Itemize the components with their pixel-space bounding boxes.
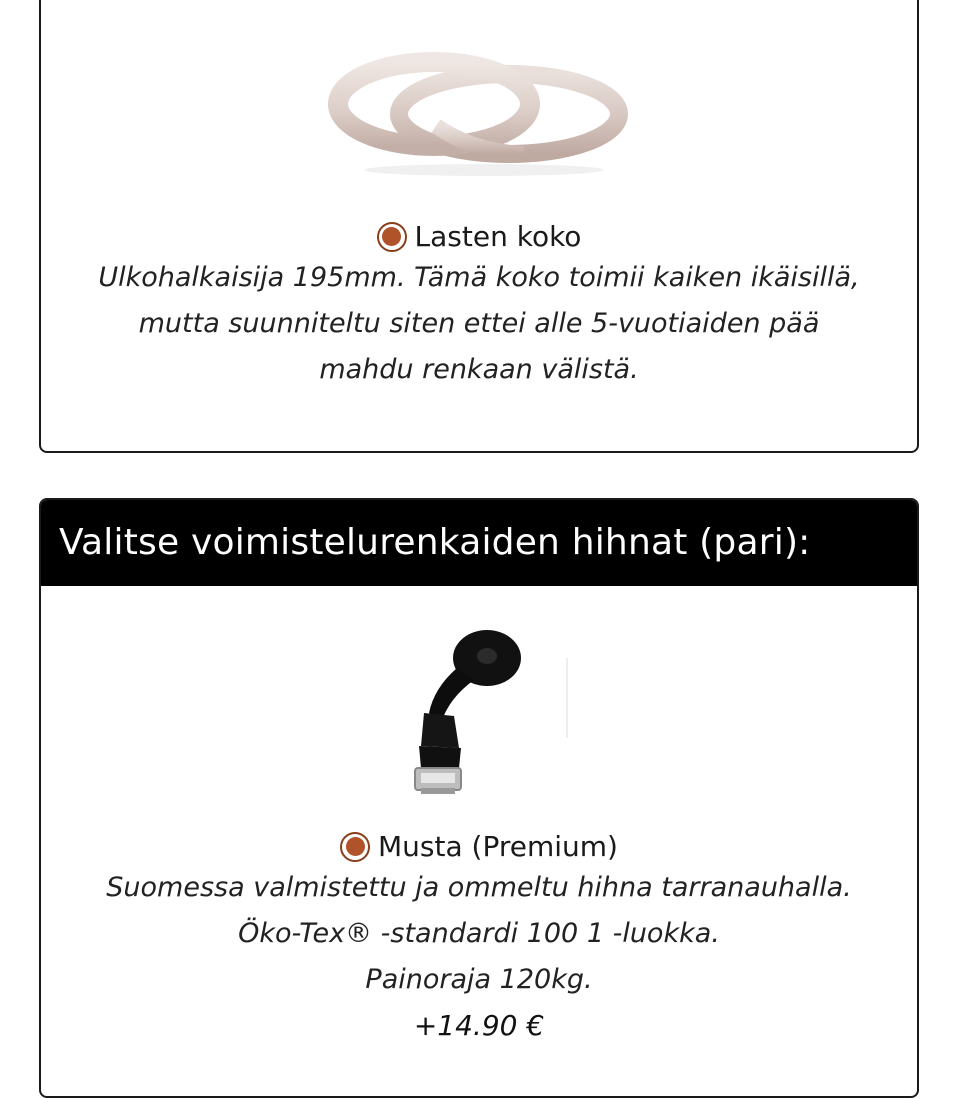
- black-strap-image: [379, 628, 579, 813]
- straps-description-line: Öko-Tex® -standardi 100 1 -luokka.: [238, 918, 720, 949]
- rings-description-line: mutta suunniteltu siten ettei alle 5-vuotiaiden pää: [138, 308, 820, 339]
- rings-option-radio-row[interactable]: [377, 220, 582, 253]
- straps-description-line: Painoraja 120kg.: [365, 964, 593, 995]
- straps-card: [39, 498, 919, 1098]
- straps-option-label[interactable]: Musta (Premium): [378, 830, 618, 863]
- wooden-rings-image: [324, 52, 634, 182]
- radio-selected-icon[interactable]: [340, 832, 370, 862]
- radio-selected-icon[interactable]: [377, 222, 407, 252]
- rings-option: [41, 220, 917, 393]
- rings-description-line: mahdu renkaan välistä.: [319, 354, 639, 385]
- rings-option-label[interactable]: Lasten koko: [414, 220, 582, 253]
- rings-size-card: [39, 0, 919, 453]
- radio-dot-icon: [382, 227, 401, 246]
- radio-dot-icon: [346, 837, 365, 856]
- straps-section-header: Valitse voimistelurenkaiden hihnat (pari):: [41, 500, 917, 586]
- straps-option: [41, 830, 917, 1049]
- rings-description-line: Ulkohalkaisija 195mm. Tämä koko toimii kaiken ikäisillä,: [98, 262, 860, 293]
- straps-option-radio-row[interactable]: [340, 830, 618, 863]
- straps-description-line: Suomessa valmistettu ja ommeltu hihna tarranauhalla.: [106, 872, 852, 903]
- straps-option-price: +14.90 €: [413, 1009, 545, 1042]
